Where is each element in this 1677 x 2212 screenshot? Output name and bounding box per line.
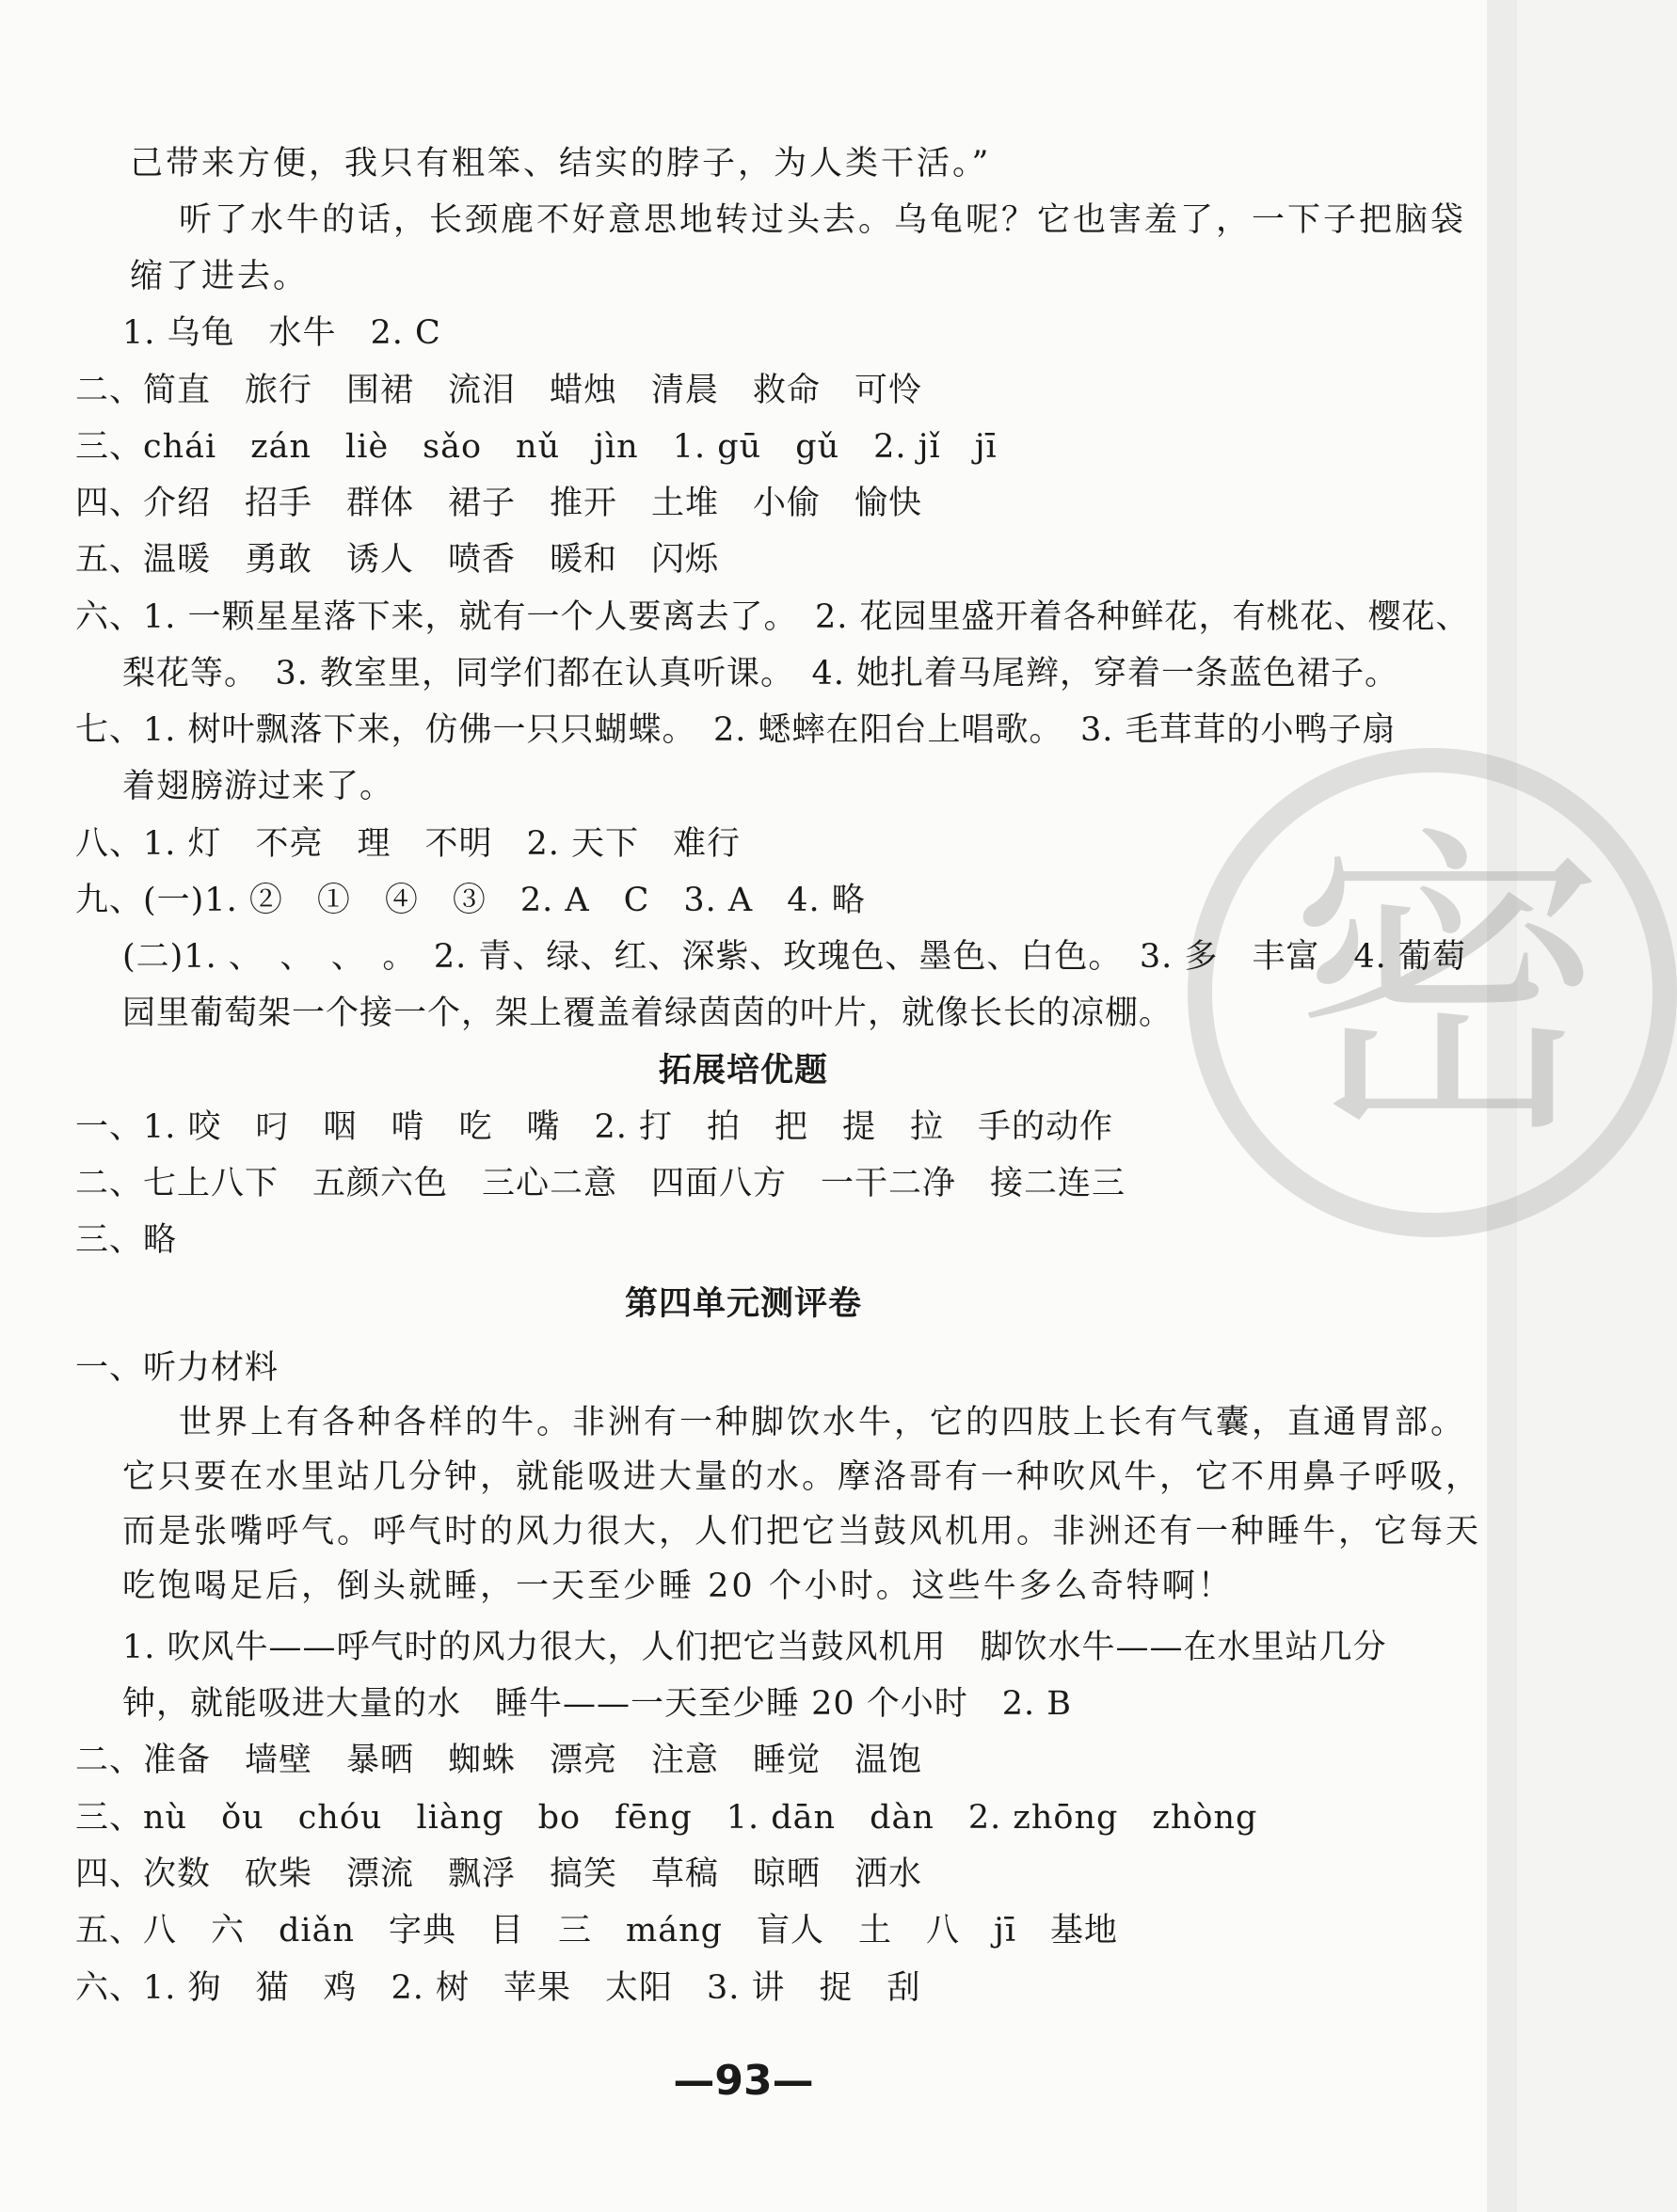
answer-line: 1. 吹风牛——呼气时的风力很大，人们把它当鼓风机用 脚饮水牛——在水里站几分 <box>122 1629 1387 1666</box>
answer-line: 五、温暖 勇敢 诱人 喷香 暖和 闪烁 <box>75 541 720 579</box>
text-line: 己带来方便，我只有粗笨、结实的脖子，为人类干活。” <box>130 145 992 183</box>
answer-line: 钟，就能吸进大量的水 睡牛——一天至少睡 20 个小时 2. B <box>122 1685 1073 1723</box>
answer-line: 二、准备 墙壁 暴晒 蜘蛛 漂亮 注意 睡觉 温饱 <box>75 1742 923 1779</box>
text-line: 听了水牛的话，长颈鹿不好意思地转过头去。乌龟呢？它也害羞了，一下子把脑袋 <box>179 201 1467 239</box>
answer-line: 三、chái zán liè sǎo nǔ jìn 1. gū gǔ 2. jǐ jī <box>75 428 998 466</box>
text-line: 缩了进去。 <box>130 258 310 295</box>
answer-line: 六、1. 一颗星星落下来，就有一个人要离去了。 2. 花园里盛开着各种鲜花，有桃花、樱花、 <box>75 598 1470 636</box>
answer-line: 六、1. 狗 猫 鸡 2. 树 苹果 太阳 3. 讲 捉 刮 <box>75 1969 921 2007</box>
answer-line: 四、介绍 招手 群体 裙子 推开 土堆 小偷 愉快 <box>75 485 923 522</box>
answer-line: 1. 乌龟 水牛 2. C <box>122 314 441 352</box>
section-heading: 拓展培优题 <box>658 1051 828 1090</box>
text-line: 吃饱喝足后，倒头就睡，一天至少睡 20 个小时。这些牛多么奇特啊！ <box>122 1567 1234 1605</box>
answer-line: 梨花等。 3. 教室里，同学们都在认真听课。 4. 她扎着马尾辫，穿着一条蓝色裙子。 <box>122 655 1399 692</box>
answer-line: 三、略 <box>75 1221 178 1259</box>
answer-line: 八、1. 灯 不亮 理 不明 2. 天下 难行 <box>75 825 742 863</box>
answer-line: 二、简直 旅行 围裙 流泪 蜡烛 清晨 救命 可怜 <box>75 372 923 409</box>
watermark-stamp <box>1188 748 1677 1237</box>
answer-line: 五、八 六 diǎn 字典 目 三 máng 盲人 土 八 jī 基地 <box>75 1912 1119 1949</box>
section-heading: 第四单元测评卷 <box>624 1284 862 1323</box>
answer-line: 九、(一)1. ② ① ④ ③ 2. A C 3. A 4. 略 <box>75 882 866 919</box>
answer-line: 园里葡萄架一个接一个，架上覆盖着绿茵茵的叶片，就像长长的凉棚。 <box>122 995 1174 1032</box>
stamp-character: 密 <box>1287 803 1607 1175</box>
text-line: 它只要在水里站几分钟，就能吸进大量的水。摩洛哥有一种吹风牛，它不用鼻子呼吸， <box>122 1458 1482 1496</box>
answer-line: (二)1. 、 、 、 。 2. 青、绿、红、深紫、玫瑰色、墨色、白色。 3. 多 丰富 4. 葡萄 <box>122 938 1466 976</box>
page-number: —93— <box>673 2057 814 2105</box>
answer-line: 二、七上八下 五颜六色 三心二意 四面八方 一干二净 接二连三 <box>75 1165 1126 1202</box>
answer-line: 一、1. 咬 叼 咽 啃 吃 嘴 2. 打 拍 把 提 拉 手的动作 <box>75 1108 1114 1146</box>
text-line: 而是张嘴呼气。呼气时的风力很大，人们把它当鼓风机用。非洲还有一种睡牛，它每天 <box>122 1513 1482 1551</box>
answer-line: 三、nù ǒu chóu liàng bo fēng 1. dān dàn 2. zhōng zhòng <box>75 1799 1258 1837</box>
answer-line: 四、次数 砍柴 漂流 飘浮 搞笑 草稿 晾晒 洒水 <box>75 1855 923 1893</box>
answer-line: 着翅膀游过来了。 <box>122 768 394 805</box>
answer-line: 一、听力材料 <box>75 1349 280 1387</box>
answer-line: 七、1. 树叶飘落下来，仿佛一只只蝴蝶。 2. 蟋蟀在阳台上唱歌。 3. 毛茸茸的小鸭子扇 <box>75 711 1397 749</box>
text-line: 世界上有各种各样的牛。非洲有一种脚饮水牛，它的四肢上长有气囊，直通胃部。 <box>179 1404 1467 1441</box>
